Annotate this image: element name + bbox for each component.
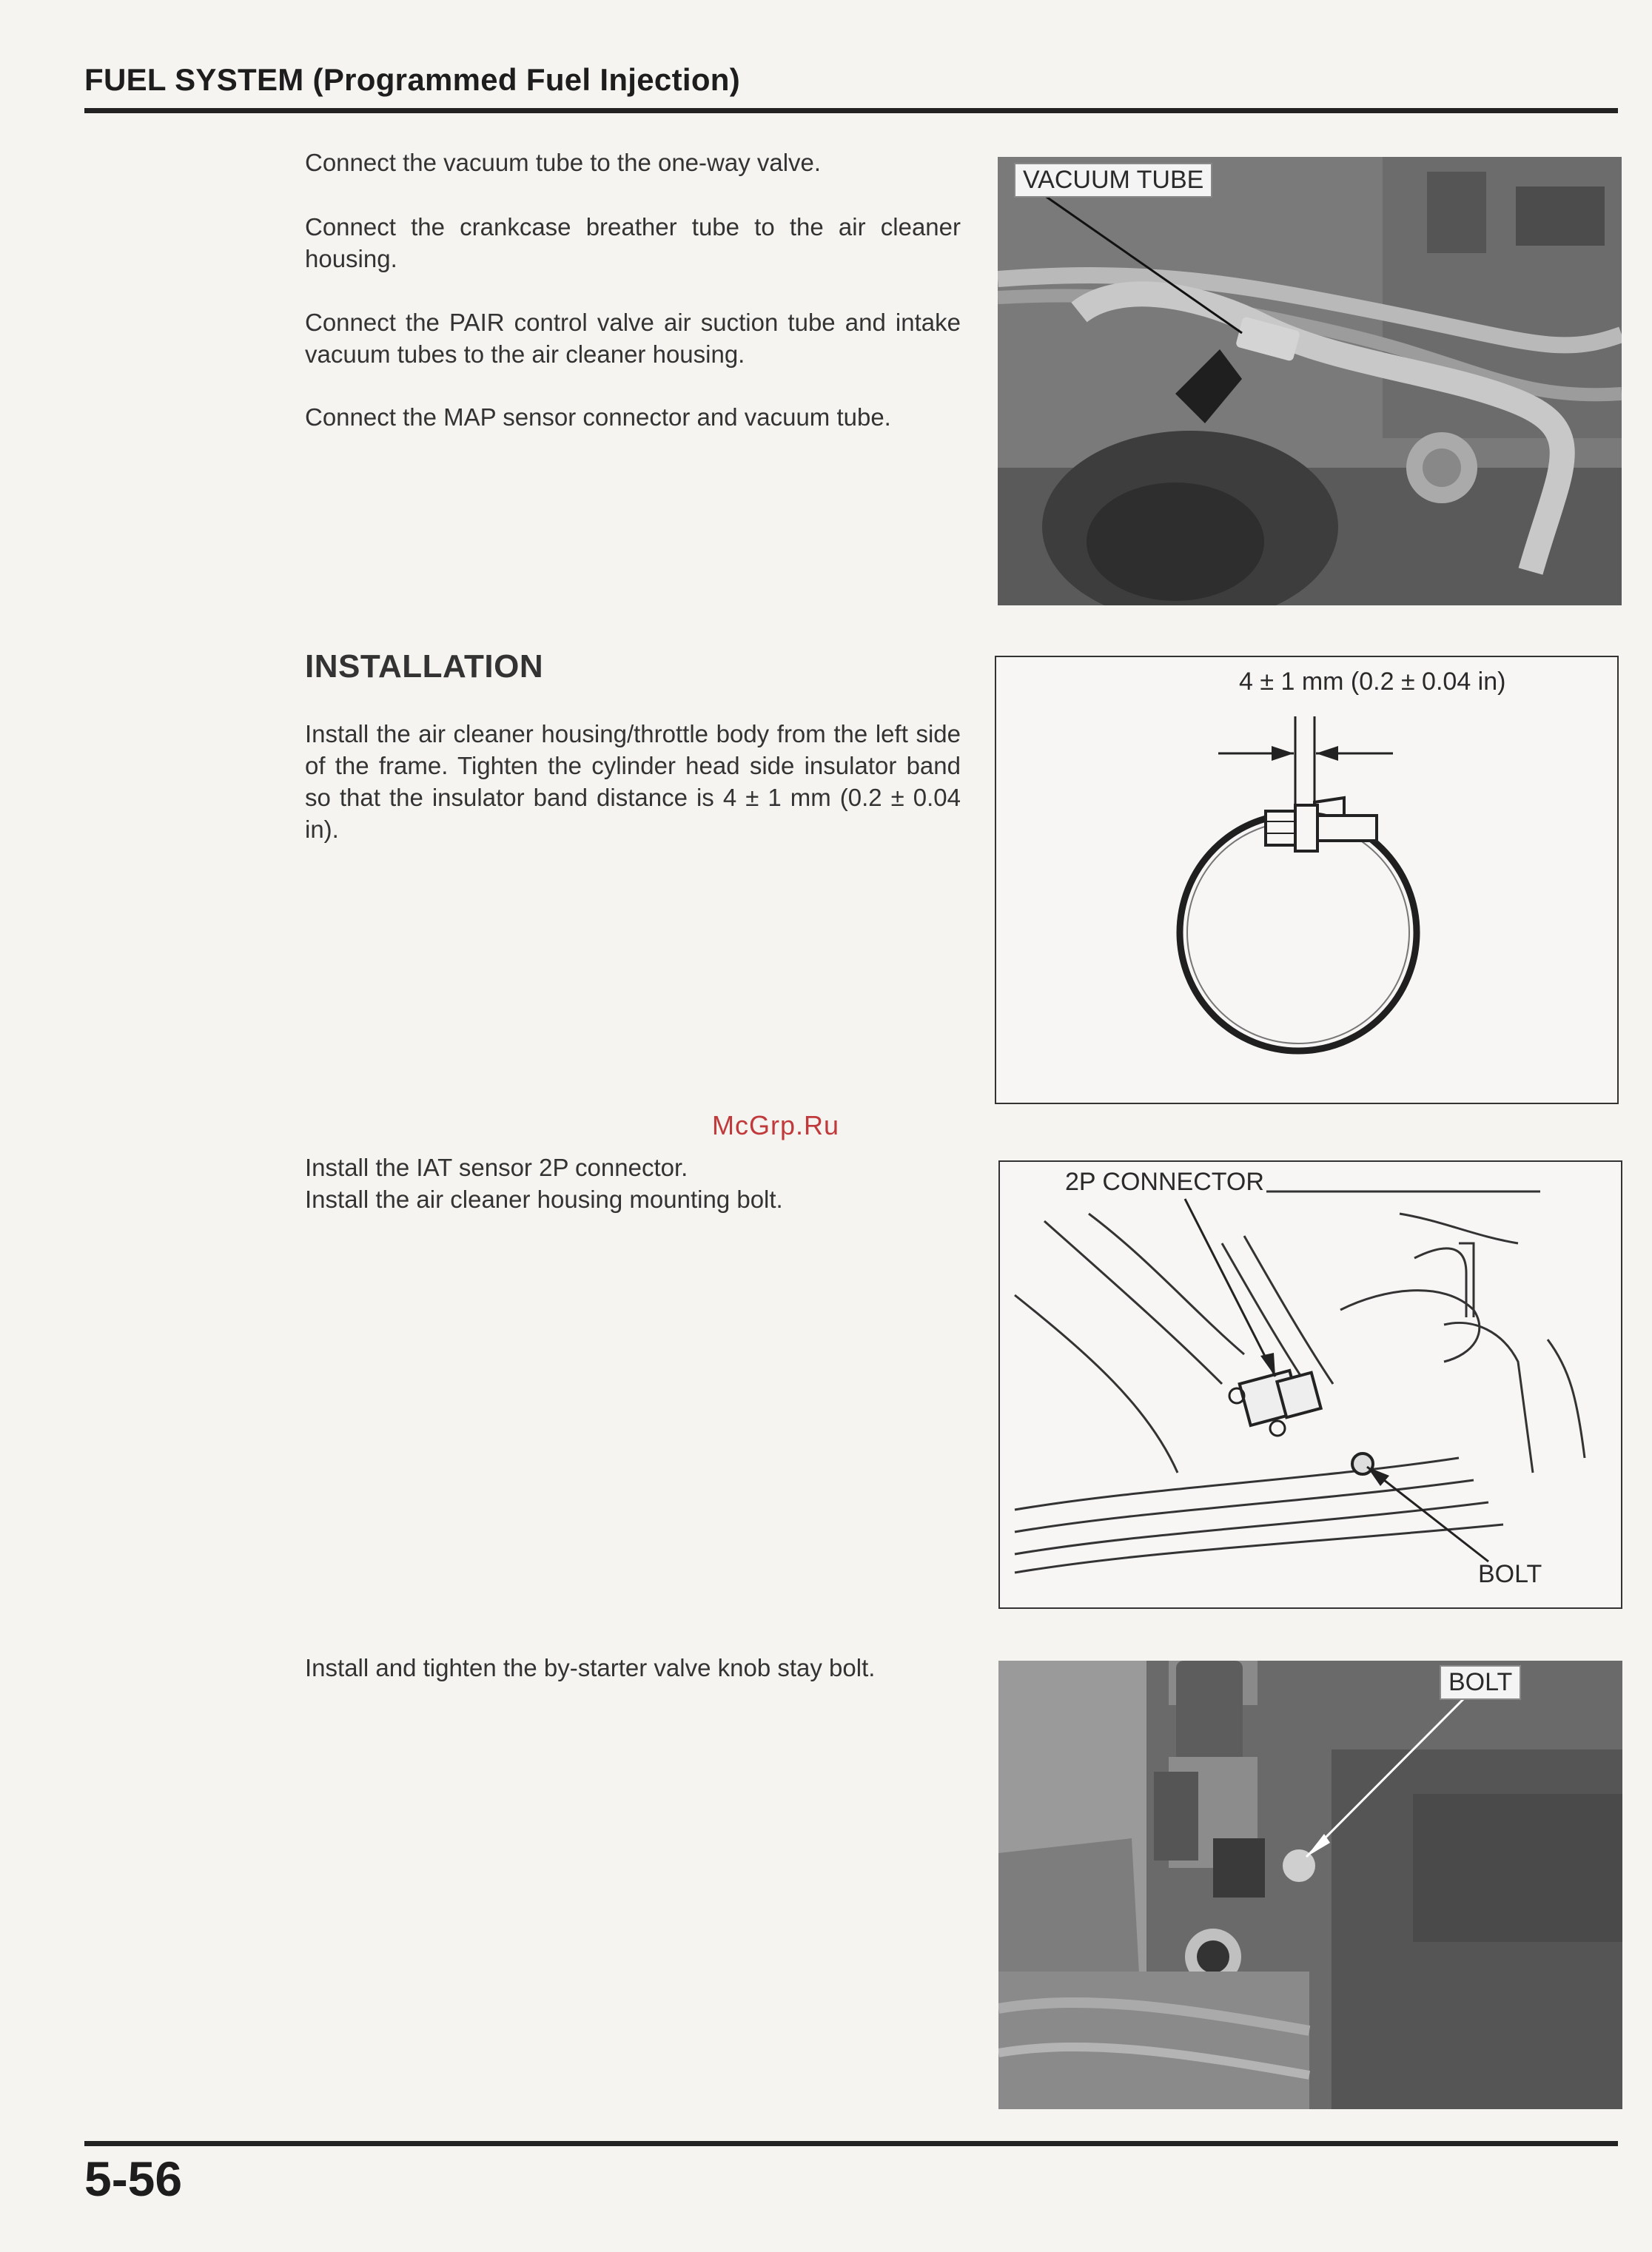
- insulator-band-drawing: [996, 657, 1620, 1106]
- stay-bolt-photo-art: [998, 1661, 1622, 2109]
- connector-diagram: [998, 1160, 1622, 1609]
- page-number: 5-56: [84, 2151, 183, 2206]
- connector-bolt-label: BOLT: [1478, 1560, 1542, 1588]
- watermark: McGrp.Ru: [712, 1110, 840, 1140]
- band-dimension-label: 4 ± 1 mm (0.2 ± 0.04 in): [1239, 668, 1506, 696]
- installation-instructions: Install the air cleaner housing/throttle body from the left side of the frame. Tighten the cylinder head side insulator band so that the insulator band distance is 4 ± 1 mm (0.2 ± 0.04 in).: [305, 720, 961, 843]
- step-map-sensor: Connect the MAP sensor connector and vacuum tube.: [305, 403, 891, 431]
- footer-rule: [84, 2141, 1618, 2146]
- insulator-band-diagram: [995, 656, 1619, 1104]
- vacuum-tube-label: VACUUM TUBE: [1014, 163, 1212, 198]
- step-breather-tube: Connect the crankcase breather tube to the air cleaner housing.: [305, 213, 961, 272]
- connector-drawing: [1000, 1162, 1624, 1610]
- step-pair-tubes: Connect the PAIR control valve air suction tube and intake vacuum tubes to the air cleaner housing.: [305, 309, 961, 368]
- step-iat-connector: Install the IAT sensor 2P connector.: [305, 1154, 688, 1181]
- page-title: FUEL SYSTEM (Programmed Fuel Injection): [84, 62, 741, 97]
- vacuum-tube-photo: [998, 157, 1622, 605]
- step-stay-bolt: Install and tighten the by-starter valve knob stay bolt.: [305, 1654, 876, 1681]
- stay-bolt-photo: [998, 1661, 1622, 2109]
- header-rule: [84, 108, 1618, 113]
- vacuum-tube-photo-art: [998, 157, 1622, 605]
- section-heading-installation: INSTALLATION: [305, 648, 544, 685]
- step-vacuum-tube: Connect the vacuum tube to the one-way valve.: [305, 149, 822, 176]
- stay-bolt-label: BOLT: [1440, 1665, 1521, 1700]
- step-mounting-bolt: Install the air cleaner housing mounting bolt.: [305, 1186, 783, 1213]
- connector-label: 2P CONNECTOR: [1065, 1168, 1264, 1196]
